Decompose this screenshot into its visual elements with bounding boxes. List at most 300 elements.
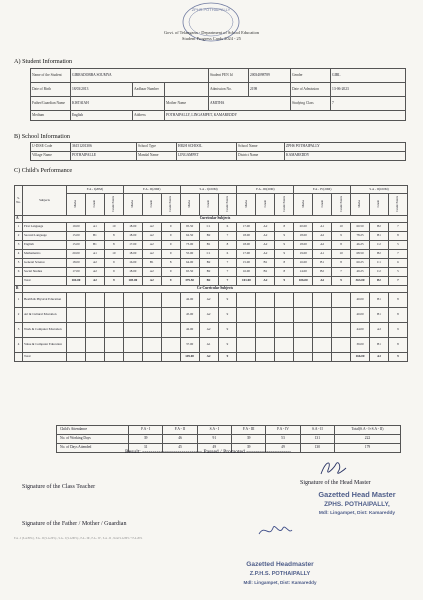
empty-cell <box>67 338 86 353</box>
attendance-cell: 31 <box>129 444 163 453</box>
mark-cell: B2 <box>199 268 218 277</box>
mark-cell: 5 <box>388 241 407 250</box>
label-pen: Student PEN Id <box>209 69 249 83</box>
value-pen: 20034098789 <box>249 69 291 83</box>
bottom-stamp-line2: Z.P.H.S. POTHAIPALLY <box>249 571 311 577</box>
empty-cell <box>294 338 313 353</box>
hm-stamp-line2: ZPHS. POTHAIPALLY, <box>324 501 390 508</box>
label-mandal: Mandal Name <box>137 152 177 161</box>
subcol-header <box>388 194 407 216</box>
mark-cell: B2 <box>199 259 218 268</box>
subject-no: 2 <box>15 232 23 241</box>
parent-signature-label: Signature of the Father / Mother / Guardian <box>22 521 127 527</box>
mark-cell: B1 <box>85 232 104 241</box>
subject-name: Mathematics <box>23 250 67 259</box>
attendance-cell: 39 <box>129 435 163 444</box>
mark-cell: 46.25 <box>351 241 370 250</box>
mark-cell: 166.00 <box>351 353 370 362</box>
mark-cell: 18.00 <box>123 250 142 259</box>
mark-cell: 16.00 <box>123 259 142 268</box>
label-village: Village Name <box>31 152 71 161</box>
total-cell: 9 <box>161 277 180 286</box>
attendance-col-header: F.A - IV <box>266 426 300 435</box>
header-title: Govt. of Telangana - Department of School Education <box>164 30 259 35</box>
value-father: KISTAIAH <box>71 97 165 111</box>
empty-cell <box>237 323 256 338</box>
empty-cell <box>294 353 313 362</box>
subcol-label: Grade Points <box>224 196 229 212</box>
mark-cell: 8 <box>218 241 237 250</box>
empty-cell <box>67 308 86 323</box>
group-a-title: Curricular Subjects <box>23 216 408 223</box>
empty-cell <box>123 323 142 338</box>
value-medium: English <box>71 111 133 121</box>
mark-cell: 55.00 <box>180 250 199 259</box>
mark-cell: 9 <box>218 353 237 362</box>
mark-cell: 16.00 <box>237 268 256 277</box>
mark-cell: 10 <box>332 250 351 259</box>
hm-stamp-line3: Mdl: Lingampet, Dist: Kamareddy <box>318 511 396 516</box>
mark-cell: 9 <box>104 268 123 277</box>
total-cell: 101.00 <box>237 277 256 286</box>
subcol-label: Grade <box>205 200 210 208</box>
subcol-label: Grade Points <box>168 196 173 212</box>
subcol-header <box>351 194 370 216</box>
value-udise: 36151201306 <box>71 143 137 152</box>
empty-cell <box>332 323 351 338</box>
exam-header: S.A - II(100M) <box>351 186 408 194</box>
subject-no: 6 <box>15 268 23 277</box>
mark-cell: 40.00 <box>351 293 370 308</box>
mark-cell: 39.00 <box>351 338 370 353</box>
mark-cell: 40.00 <box>351 308 370 323</box>
value-name: GIRRADOBBA SOUMYA <box>71 69 209 83</box>
total-cell: B2 <box>370 277 389 286</box>
empty-cell <box>85 323 104 338</box>
mark-cell: B1 <box>199 241 218 250</box>
mark-cell: 49.25 <box>351 268 370 277</box>
subcol-header <box>370 194 389 216</box>
empty-cell <box>161 353 180 362</box>
mark-cell: 8 <box>275 223 294 232</box>
empty-cell <box>67 353 86 362</box>
empty-cell <box>85 293 104 308</box>
bottom-stamp-line1: Gazetted Headmaster <box>246 561 314 568</box>
subcol-header <box>199 194 218 216</box>
attendance-row-label: No. of Days Attended <box>57 444 129 453</box>
attendance-cell: 39 <box>231 444 265 453</box>
mark-cell: 9 <box>161 232 180 241</box>
cocurricular-row <box>15 308 408 323</box>
empty-cell <box>332 308 351 323</box>
mark-cell: 45.00 <box>180 308 199 323</box>
label-father: Father/Guardian Name <box>31 97 71 111</box>
exam-header: F.A - III(20M) <box>237 186 294 194</box>
mark-cell: 9 <box>275 232 294 241</box>
mark-cell: 18.00 <box>67 259 86 268</box>
subject-name: English <box>23 241 67 250</box>
mark-cell: 14.00 <box>294 268 313 277</box>
total-cell: 7 <box>218 277 237 286</box>
mark-cell: 19.00 <box>294 250 313 259</box>
student-info-table <box>30 68 406 121</box>
empty-cell <box>85 308 104 323</box>
empty-cell <box>294 323 313 338</box>
section-school-info: B) School Information <box>14 133 71 140</box>
label-doa: Date of Admission <box>291 83 331 97</box>
mark-cell: 15.00 <box>67 241 86 250</box>
empty-cell <box>256 293 275 308</box>
empty-cell <box>142 323 161 338</box>
mark-cell: 19.00 <box>67 223 86 232</box>
group-b-title: Co-Curricular Subjects <box>23 286 408 293</box>
empty-cell <box>237 293 256 308</box>
mark-cell: A1 <box>85 250 104 259</box>
empty-cell <box>123 308 142 323</box>
mark-cell: 8 <box>388 293 407 308</box>
subcol-header <box>161 194 180 216</box>
mark-cell: 73.00 <box>180 241 199 250</box>
mark-cell: 8 <box>161 259 180 268</box>
mark-cell: 68.50 <box>351 250 370 259</box>
value-aadhar <box>165 83 209 97</box>
mark-cell: 44.00 <box>351 323 370 338</box>
mark-cell: A2 <box>256 241 275 250</box>
empty-cell <box>161 308 180 323</box>
mark-cell: 8 <box>388 308 407 323</box>
label-mother: Mother Name <box>165 97 209 111</box>
empty-cell <box>161 293 180 308</box>
attendance-col-header: F.A - I <box>129 426 163 435</box>
mark-cell: A1 <box>313 250 332 259</box>
attendance-col-header: F.A - II <box>163 426 197 435</box>
subject-row <box>15 250 408 259</box>
group-a-row <box>15 216 408 223</box>
empty-cell <box>142 338 161 353</box>
mark-cell: B1 <box>370 232 389 241</box>
value-village: POTHAIPALLE <box>71 152 137 161</box>
mark-cell: 16.00 <box>294 259 313 268</box>
mark-cell: 78.25 <box>351 232 370 241</box>
mark-cell: 17.00 <box>237 223 256 232</box>
mark-cell: B1 <box>370 308 389 323</box>
mark-cell: 8 <box>388 232 407 241</box>
mark-cell: B1 <box>256 259 275 268</box>
label-aadhar: Aadhaar Number <box>133 83 165 97</box>
total-cell: 105.00 <box>123 277 142 286</box>
mark-cell: 9 <box>218 293 237 308</box>
marks-subheader-row <box>15 194 408 216</box>
bottom-stamp-line3: Mdl: Lingampet, Dist: Kamareddy <box>243 580 317 585</box>
mark-cell: 9 <box>161 223 180 232</box>
attendance-cell: 179 <box>335 444 401 453</box>
mark-cell: 9 <box>104 259 123 268</box>
attendance-header-row <box>57 426 401 435</box>
mark-cell: A1 <box>199 338 218 353</box>
empty-cell <box>313 308 332 323</box>
total-label: Total <box>23 277 67 286</box>
empty-cell <box>104 308 123 323</box>
cocurricular-row <box>15 293 408 308</box>
mark-cell: A2 <box>256 232 275 241</box>
empty-cell <box>294 293 313 308</box>
mark-cell: A2 <box>142 268 161 277</box>
attendance-cell: 49 <box>266 444 300 453</box>
subcol-label: Grade <box>262 200 267 208</box>
mark-cell: 18.00 <box>294 241 313 250</box>
empty-cell <box>332 353 351 362</box>
exam-header: F.A - I(20M) <box>67 186 124 194</box>
mark-cell: A2 <box>256 223 275 232</box>
subcol-header <box>313 194 332 216</box>
subcol-label: Marks <box>243 199 248 208</box>
empty-cell <box>237 353 256 362</box>
label-class: Studying Class <box>291 97 331 111</box>
attendance-row <box>57 435 401 444</box>
subject-no: 2 <box>15 308 23 323</box>
value-district: KAMAREDDY <box>285 152 406 161</box>
mark-cell: 9 <box>161 268 180 277</box>
subcol-label: Marks <box>130 199 135 208</box>
mark-cell: 17.00 <box>237 250 256 259</box>
mark-cell: 8 <box>332 241 351 250</box>
subcol-header <box>237 194 256 216</box>
mark-cell: 65.50 <box>180 268 199 277</box>
mark-cell: 18.00 <box>123 223 142 232</box>
cocurricular-total-row <box>15 353 408 362</box>
group-b-row <box>15 286 408 293</box>
mark-cell: A2 <box>199 323 218 338</box>
mark-cell: 17.00 <box>67 268 86 277</box>
mark-cell: 9 <box>161 250 180 259</box>
result-label: Result: <box>125 449 141 455</box>
empty-cell <box>313 338 332 353</box>
empty-cell <box>104 293 123 308</box>
value-school-type: HIGH SCHOOL <box>177 143 237 152</box>
attendance-col-header: Total(S.A - I+S.A - II) <box>335 426 401 435</box>
subcol-label: Marks <box>187 199 192 208</box>
mark-cell: 95.50 <box>180 223 199 232</box>
group-a-letter: A <box>15 216 23 223</box>
mark-cell: 9 <box>275 241 294 250</box>
hm-stamp-line1: Gazetted Head Master <box>318 490 396 499</box>
attendance-cell: 91 <box>197 435 231 444</box>
subcol-header <box>85 194 104 216</box>
mark-cell: A1 <box>85 223 104 232</box>
mark-cell: 64.00 <box>180 259 199 268</box>
empty-cell <box>256 308 275 323</box>
subcol-label: Grade Points <box>111 196 116 212</box>
mark-cell: A2 <box>370 323 389 338</box>
total-cell: 7 <box>388 277 407 286</box>
subcol-header <box>142 194 161 216</box>
mark-cell: 7 <box>388 250 407 259</box>
subcol-label: Grade Points <box>338 196 343 212</box>
mark-cell: 7 <box>332 268 351 277</box>
mark-cell: 7 <box>388 223 407 232</box>
cocurricular-row <box>15 338 408 353</box>
value-doa: 13-06-2023 <box>331 83 406 97</box>
empty-cell <box>161 323 180 338</box>
mark-cell: B1 <box>313 259 332 268</box>
mark-cell: 6 <box>218 250 237 259</box>
empty-cell <box>256 353 275 362</box>
empty-cell <box>142 353 161 362</box>
empty-cell <box>67 323 86 338</box>
empty-cell <box>275 353 294 362</box>
mark-cell: 60.25 <box>351 259 370 268</box>
mark-cell: C1 <box>199 223 218 232</box>
empty-cell <box>85 338 104 353</box>
col-header-sno: S. No. <box>15 186 23 216</box>
total-cell: A2 <box>313 277 332 286</box>
total-cell: A2 <box>256 277 275 286</box>
label-address: Address <box>133 111 165 121</box>
school-info-table <box>30 142 406 161</box>
mark-cell: A2 <box>142 232 161 241</box>
subject-no: 3 <box>15 323 23 338</box>
mark-cell: B2 <box>313 268 332 277</box>
subject-name: Work & Computer Education <box>23 323 67 338</box>
mark-cell: 15.00 <box>67 232 86 241</box>
total-cell: 9 <box>104 277 123 286</box>
subject-no: 1 <box>15 223 23 232</box>
mark-cell: 7 <box>218 268 237 277</box>
subcol-header <box>332 194 351 216</box>
mark-cell: 60.50 <box>351 223 370 232</box>
subject-row <box>15 241 408 250</box>
empty-cell <box>294 308 313 323</box>
label-admission-no: Admission No. <box>209 83 249 97</box>
value-mandal: LINGAMPET <box>177 152 237 161</box>
school-seal-icon <box>180 2 242 48</box>
attendance-cell: 222 <box>335 435 401 444</box>
mark-cell: 8 <box>104 241 123 250</box>
mark-cell: C2 <box>370 268 389 277</box>
curricular-total-row <box>15 277 408 286</box>
headmaster-signature-icon <box>255 520 295 542</box>
mark-cell: A2 <box>85 259 104 268</box>
mark-cell: 6 <box>388 259 407 268</box>
attendance-cell: 131 <box>300 435 334 444</box>
empty-cell <box>123 293 142 308</box>
total-cell: A2 <box>85 277 104 286</box>
subcol-label: Grade Points <box>281 196 286 212</box>
attendance-row-label: No. of Working Days <box>57 435 129 444</box>
empty-cell <box>313 323 332 338</box>
subcol-header <box>104 194 123 216</box>
subcol-header <box>294 194 313 216</box>
label-udise: U-DISE Code <box>31 143 71 152</box>
mark-cell: 20.00 <box>67 250 86 259</box>
empty-cell <box>104 353 123 362</box>
mark-cell: A2 <box>370 353 389 362</box>
mark-cell: B2 <box>370 223 389 232</box>
attendance-cell: 46 <box>163 435 197 444</box>
mark-cell: 8 <box>332 259 351 268</box>
subject-name: Art & Cultural Education <box>23 308 67 323</box>
total-cell: B2 <box>199 277 218 286</box>
mark-cell: 18.00 <box>294 232 313 241</box>
empty-cell <box>161 338 180 353</box>
mark-cell: 9 <box>218 308 237 323</box>
subject-no: 1 <box>15 293 23 308</box>
head-master-signature-label: Signature of the Head Master <box>300 480 371 486</box>
empty-cell <box>142 293 161 308</box>
mark-cell: B2 <box>370 250 389 259</box>
mark-cell: 15.00 <box>237 259 256 268</box>
subject-no: 4 <box>15 250 23 259</box>
subject-no: 4 <box>15 338 23 353</box>
mark-cell: 9 <box>161 241 180 250</box>
attendance-cell: 130 <box>300 444 334 453</box>
empty-cell <box>104 338 123 353</box>
subject-name: Value & Computer Education <box>23 338 67 353</box>
total-cell: 379.50 <box>180 277 199 286</box>
empty-cell <box>332 338 351 353</box>
attendance-cell: 45 <box>163 444 197 453</box>
label-school-name: School Name <box>237 143 285 152</box>
value-address: POTHAIPALLY, LINGAMPET, KAMAREDDY <box>165 111 406 121</box>
empty-cell <box>332 293 351 308</box>
subcol-label: Grade <box>376 200 381 208</box>
mark-cell: 9 <box>218 338 237 353</box>
subject-row <box>15 268 408 277</box>
exam-header: S.A - I(100M) <box>180 186 237 194</box>
group-b-letter: B <box>15 286 23 293</box>
mark-cell: B1 <box>370 338 389 353</box>
mark-cell: 9 <box>275 250 294 259</box>
mark-cell: 17.00 <box>123 241 142 250</box>
total-cell: 9 <box>332 277 351 286</box>
subject-no: 5 <box>15 259 23 268</box>
result-value: Passed / Promoted <box>203 449 245 455</box>
value-mother: AMITHA <box>209 97 291 111</box>
subject-row <box>15 232 408 241</box>
mark-cell: 9 <box>218 323 237 338</box>
subcol-label: Grade <box>149 200 154 208</box>
subcol-label: Marks <box>300 199 305 208</box>
subcol-header <box>180 194 199 216</box>
attendance-col-header: S.A - I <box>197 426 231 435</box>
empty-cell <box>313 353 332 362</box>
empty-cell <box>237 338 256 353</box>
total-cell: 363.00 <box>351 277 370 286</box>
mark-cell: C1 <box>199 250 218 259</box>
mark-cell: A2 <box>313 232 332 241</box>
footer-note: F.A - I (S.A 80%) , F.A - II (S.A 20%) , S.A - I (S.A 80%) , F.A - III , F.A - IV , S.A - II , Total S.A 80% + F.A 20% <box>14 537 143 540</box>
mark-cell: 7 <box>218 259 237 268</box>
mark-cell: C2 <box>370 241 389 250</box>
mark-cell: 9 <box>332 232 351 241</box>
value-gender: GIRL <box>331 69 406 83</box>
mark-cell: 10 <box>104 250 123 259</box>
mark-cell: 18.00 <box>123 232 142 241</box>
empty-cell <box>123 353 142 362</box>
subject-name: Social Studies <box>23 268 67 277</box>
mark-cell: 37.00 <box>180 338 199 353</box>
cocurricular-row <box>15 323 408 338</box>
mark-cell: 20.00 <box>294 223 313 232</box>
mark-cell: B1 <box>85 241 104 250</box>
value-dob: 18/03/2013 <box>71 83 133 97</box>
subcol-header <box>275 194 294 216</box>
mark-cell: 8 <box>275 259 294 268</box>
label-dob: Date of Birth <box>31 83 71 97</box>
label-gender: Gender <box>291 69 331 83</box>
empty-cell <box>142 308 161 323</box>
subject-name: Second Language <box>23 232 67 241</box>
